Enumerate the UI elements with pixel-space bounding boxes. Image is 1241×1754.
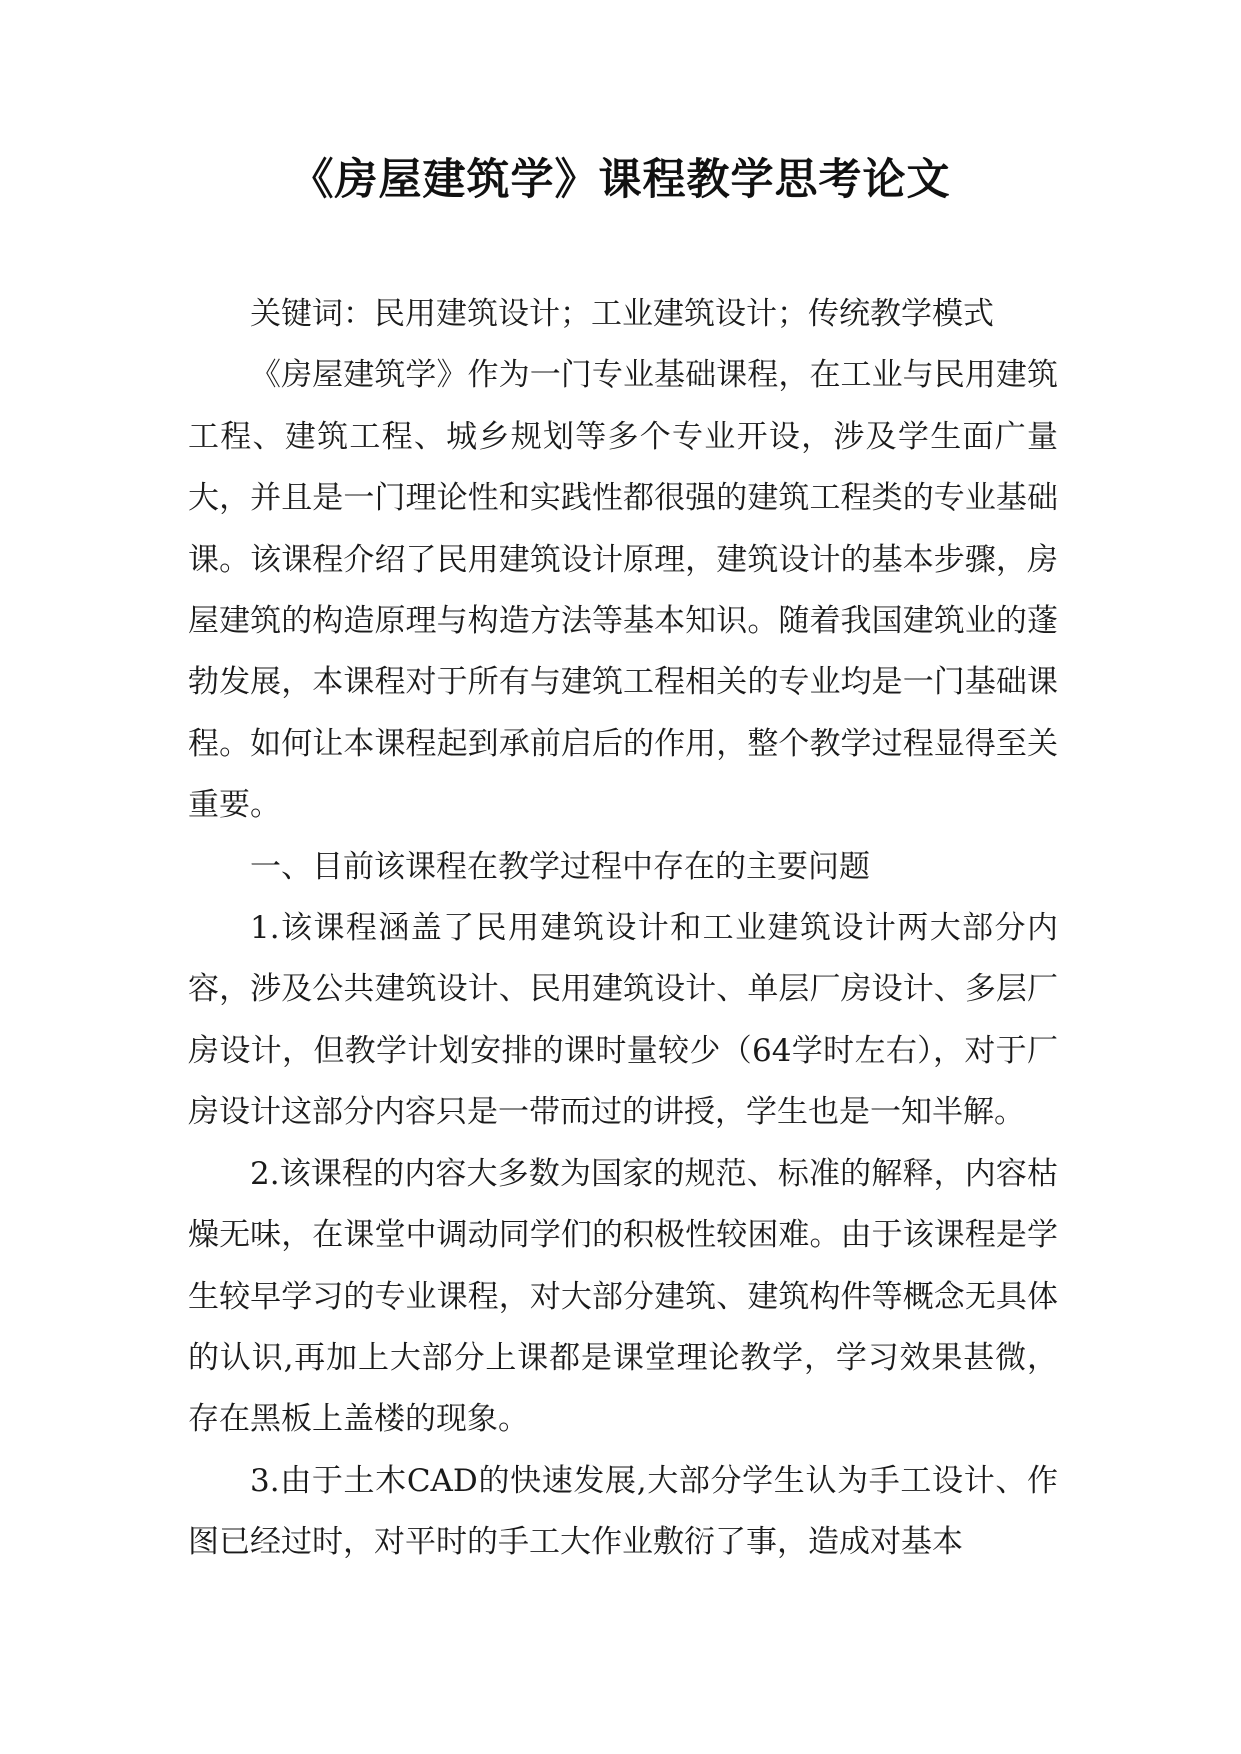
document-title: 《房屋建筑学》课程教学思考论文: [290, 155, 951, 205]
section-heading: 一、目前该课程在教学过程中存在的主要问题: [250, 848, 870, 885]
keywords-paragraph: 关键词：民用建筑设计；工业建筑设计；传统教学模式: [250, 296, 994, 332]
document-body: [188, 284, 1058, 1574]
intro-paragraph: 《房屋建筑学》作为一门专业基础课程，在工业与民用建筑工程、建筑工程、城乡规划等多个专业开设，涉及学生面广量大，并且是一门理论性和实践性都很强的建筑工程类的专业基础课。该课程介绍了民用建筑设计原理，建筑设计的基本步骤，房屋建筑的构造原理与构造方法等基本知识。随着我国建筑业的蓬勃发展，本课程对于所有与建筑工程相关的专业均是一门基础课程。如何让本课程起到承前启后的作用，整个教学过程显得至关重要。: [188, 357, 1058, 824]
problem-paragraph-3: 3.由于土木CAD的快速发展,大部分学生认为手工设计、作图已经过时，对平时的手工大作业敷衍了事，造成对基本: [188, 1462, 1058, 1561]
problem-paragraph-1: 1.该课程涵盖了民用建筑设计和工业建筑设计两大部分内容，涉及公共建筑设计、民用建筑设计、单层厂房设计、多层厂房设计，但教学计划安排的课时量较少（64学时左右），对于厂房设计这部分内容只是一带而过的讲授，学生也是一知半解。: [188, 910, 1058, 1131]
problem-paragraph-2: 2.该课程的内容大多数为国家的规范、标准的解释，内容枯燥无味，在课堂中调动同学们的积极性较困难。由于该课程是学生较早学习的专业课程，对大部分建筑、建筑构件等概念无具体的认识,再加上大部分上课都是课堂理论教学，学习效果甚微，存在黑板上盖楼的现象。: [188, 1155, 1058, 1438]
